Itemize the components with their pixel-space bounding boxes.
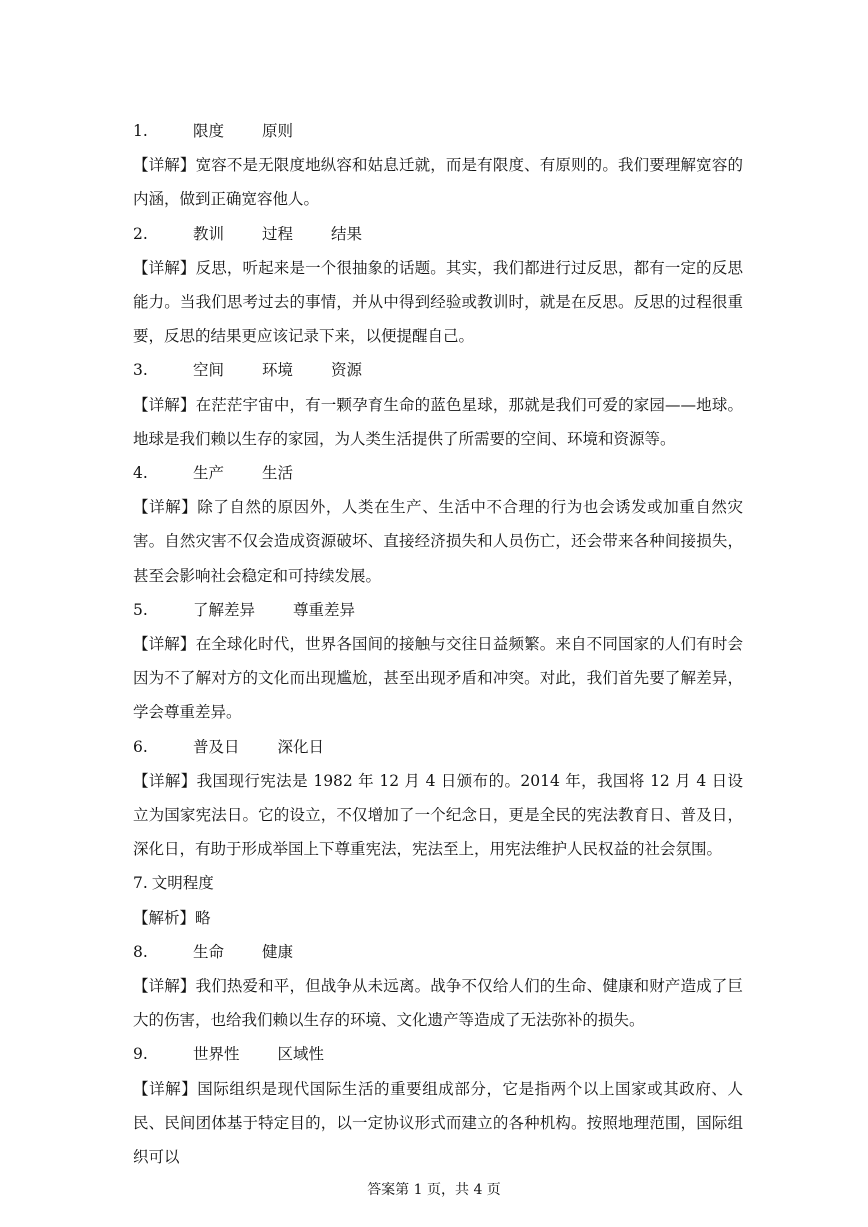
page-footer: 答案第 1 页，共 4 页 <box>367 1182 501 1198</box>
explanation-tag: 【详解】 <box>133 771 197 790</box>
answer-line <box>133 217 743 251</box>
explanation-paragraph <box>133 490 743 593</box>
explanation-paragraph <box>133 901 743 935</box>
answer-term: 区域性 <box>277 1045 325 1064</box>
explanation-tag: 【详解】 <box>133 634 196 653</box>
explanation-paragraph <box>133 388 743 456</box>
answer-term: 原则 <box>262 122 294 140</box>
explanation-text: 除了自然的原因外，人类在生产、生活中不合理的行为也会诱发或加重自然灾害。自然灾害不仅会造成资源破坏、直接经济损失和人员伤亡，还会带来各种间接损失，甚至会影响社会稳定和可持续发展。 <box>133 498 743 585</box>
answer-term: 普及日 <box>193 737 240 756</box>
explanation-paragraph <box>133 764 743 867</box>
explanation-text: 在全球化时代，世界各国间的接触与交往日益频繁。来自不同国家的人们有时会因为不了解对方的文化而出现尴尬，甚至出现矛盾和冲突。对此，我们首先要了解差异，学会尊重差异。 <box>133 634 743 722</box>
answer-line <box>133 353 743 387</box>
answer-line <box>133 456 743 490</box>
explanation-tag: 【详解】 <box>133 258 196 277</box>
explanation-tag: 【解析】 <box>133 908 196 927</box>
question-number: 8. <box>133 942 148 961</box>
explanation-tag: 【详解】 <box>133 156 196 175</box>
answer-term: 文明程度 <box>151 874 214 893</box>
question-number: 1. <box>133 122 148 140</box>
answer-term: 环境 <box>262 361 294 380</box>
answer-line <box>133 730 743 764</box>
explanation-paragraph <box>133 627 743 730</box>
answer-term: 资源 <box>331 361 363 380</box>
answer-term: 结果 <box>331 224 363 243</box>
answer-term: 世界性 <box>193 1045 240 1064</box>
answer-term: 生命 <box>193 942 225 961</box>
explanation-paragraph <box>133 1072 743 1175</box>
explanation-text: 我国现行宪法是 1982 年 12 月 4 日颁布的。2014 年，我国将 12 月 4 日设立为国家宪法日。它的设立，不仅增加了一个纪念日，更是全民的宪法教育日、普及日，深化日，有助于形成举国上下尊重宪法，宪法至上，用宪法维护人民权益的社会氛围。 <box>133 771 743 859</box>
question-number: 3. <box>133 361 148 380</box>
question-number: 7. <box>133 874 148 893</box>
question-number: 4. <box>133 463 148 482</box>
answer-term: 过程 <box>262 224 294 243</box>
answer-term: 生活 <box>262 463 294 482</box>
explanation-paragraph <box>133 148 743 216</box>
answer-list <box>133 114 743 1174</box>
answer-term: 限度 <box>193 122 225 140</box>
explanation-tag: 【详解】 <box>133 976 196 995</box>
explanation-tag: 【详解】 <box>133 498 198 517</box>
answer-term: 空间 <box>193 361 225 380</box>
explanation-text: 略 <box>195 908 211 927</box>
explanation-paragraph <box>133 969 743 1037</box>
explanation-tag: 【详解】 <box>133 1079 198 1098</box>
answer-term: 健康 <box>262 942 294 961</box>
explanation-text: 我们热爱和平，但战争从未远离。战争不仅给人们的生命、健康和财产造成了巨大的伤害，也给我们赖以生存的环境、文化遗产等造成了无法弥补的损失。 <box>133 976 743 1030</box>
answer-line <box>133 593 743 627</box>
answer-term: 了解差异 <box>193 600 256 619</box>
explanation-text: 反思，听起来是一个很抽象的话题。其实，我们都进行过反思，都有一定的反思能力。当我们思考过去的事情，并从中得到经验或教训时，就是在反思。反思的过程很重要，反思的结果更应该记录下来，以便提醒自己。 <box>133 258 743 346</box>
question-number: 5. <box>133 600 148 619</box>
answer-line <box>133 866 743 900</box>
explanation-paragraph <box>133 251 743 354</box>
answer-term: 生产 <box>193 463 225 482</box>
explanation-tag: 【详解】 <box>133 395 196 414</box>
explanation-text: 国际组织是现代国际生活的重要组成部分，它是指两个以上国家或其政府、人民、民间团体基于特定目的，以一定协议形式而建立的各种机构。按照地理范围，国际组织可以 <box>133 1079 743 1166</box>
answer-term: 教训 <box>193 224 225 243</box>
answer-term: 尊重差异 <box>293 600 356 619</box>
question-number: 9. <box>133 1045 148 1064</box>
question-number: 2. <box>133 224 148 243</box>
answer-line <box>133 114 743 148</box>
answer-term: 深化日 <box>277 737 325 756</box>
question-number: 6. <box>133 737 148 756</box>
answer-line <box>133 1037 743 1071</box>
explanation-text: 宽容不是无限度地纵容和姑息迁就，而是有限度、有原则的。我们要理解宽容的内涵，做到正确宽容他人。 <box>133 156 743 209</box>
answer-line <box>133 935 743 969</box>
explanation-text: 在茫茫宇宙中，有一颗孕育生命的蓝色星球，那就是我们可爱的家园——地球。地球是我们赖以生存的家园，为人类生活提供了所需要的空间、环境和资源等。 <box>133 395 743 448</box>
